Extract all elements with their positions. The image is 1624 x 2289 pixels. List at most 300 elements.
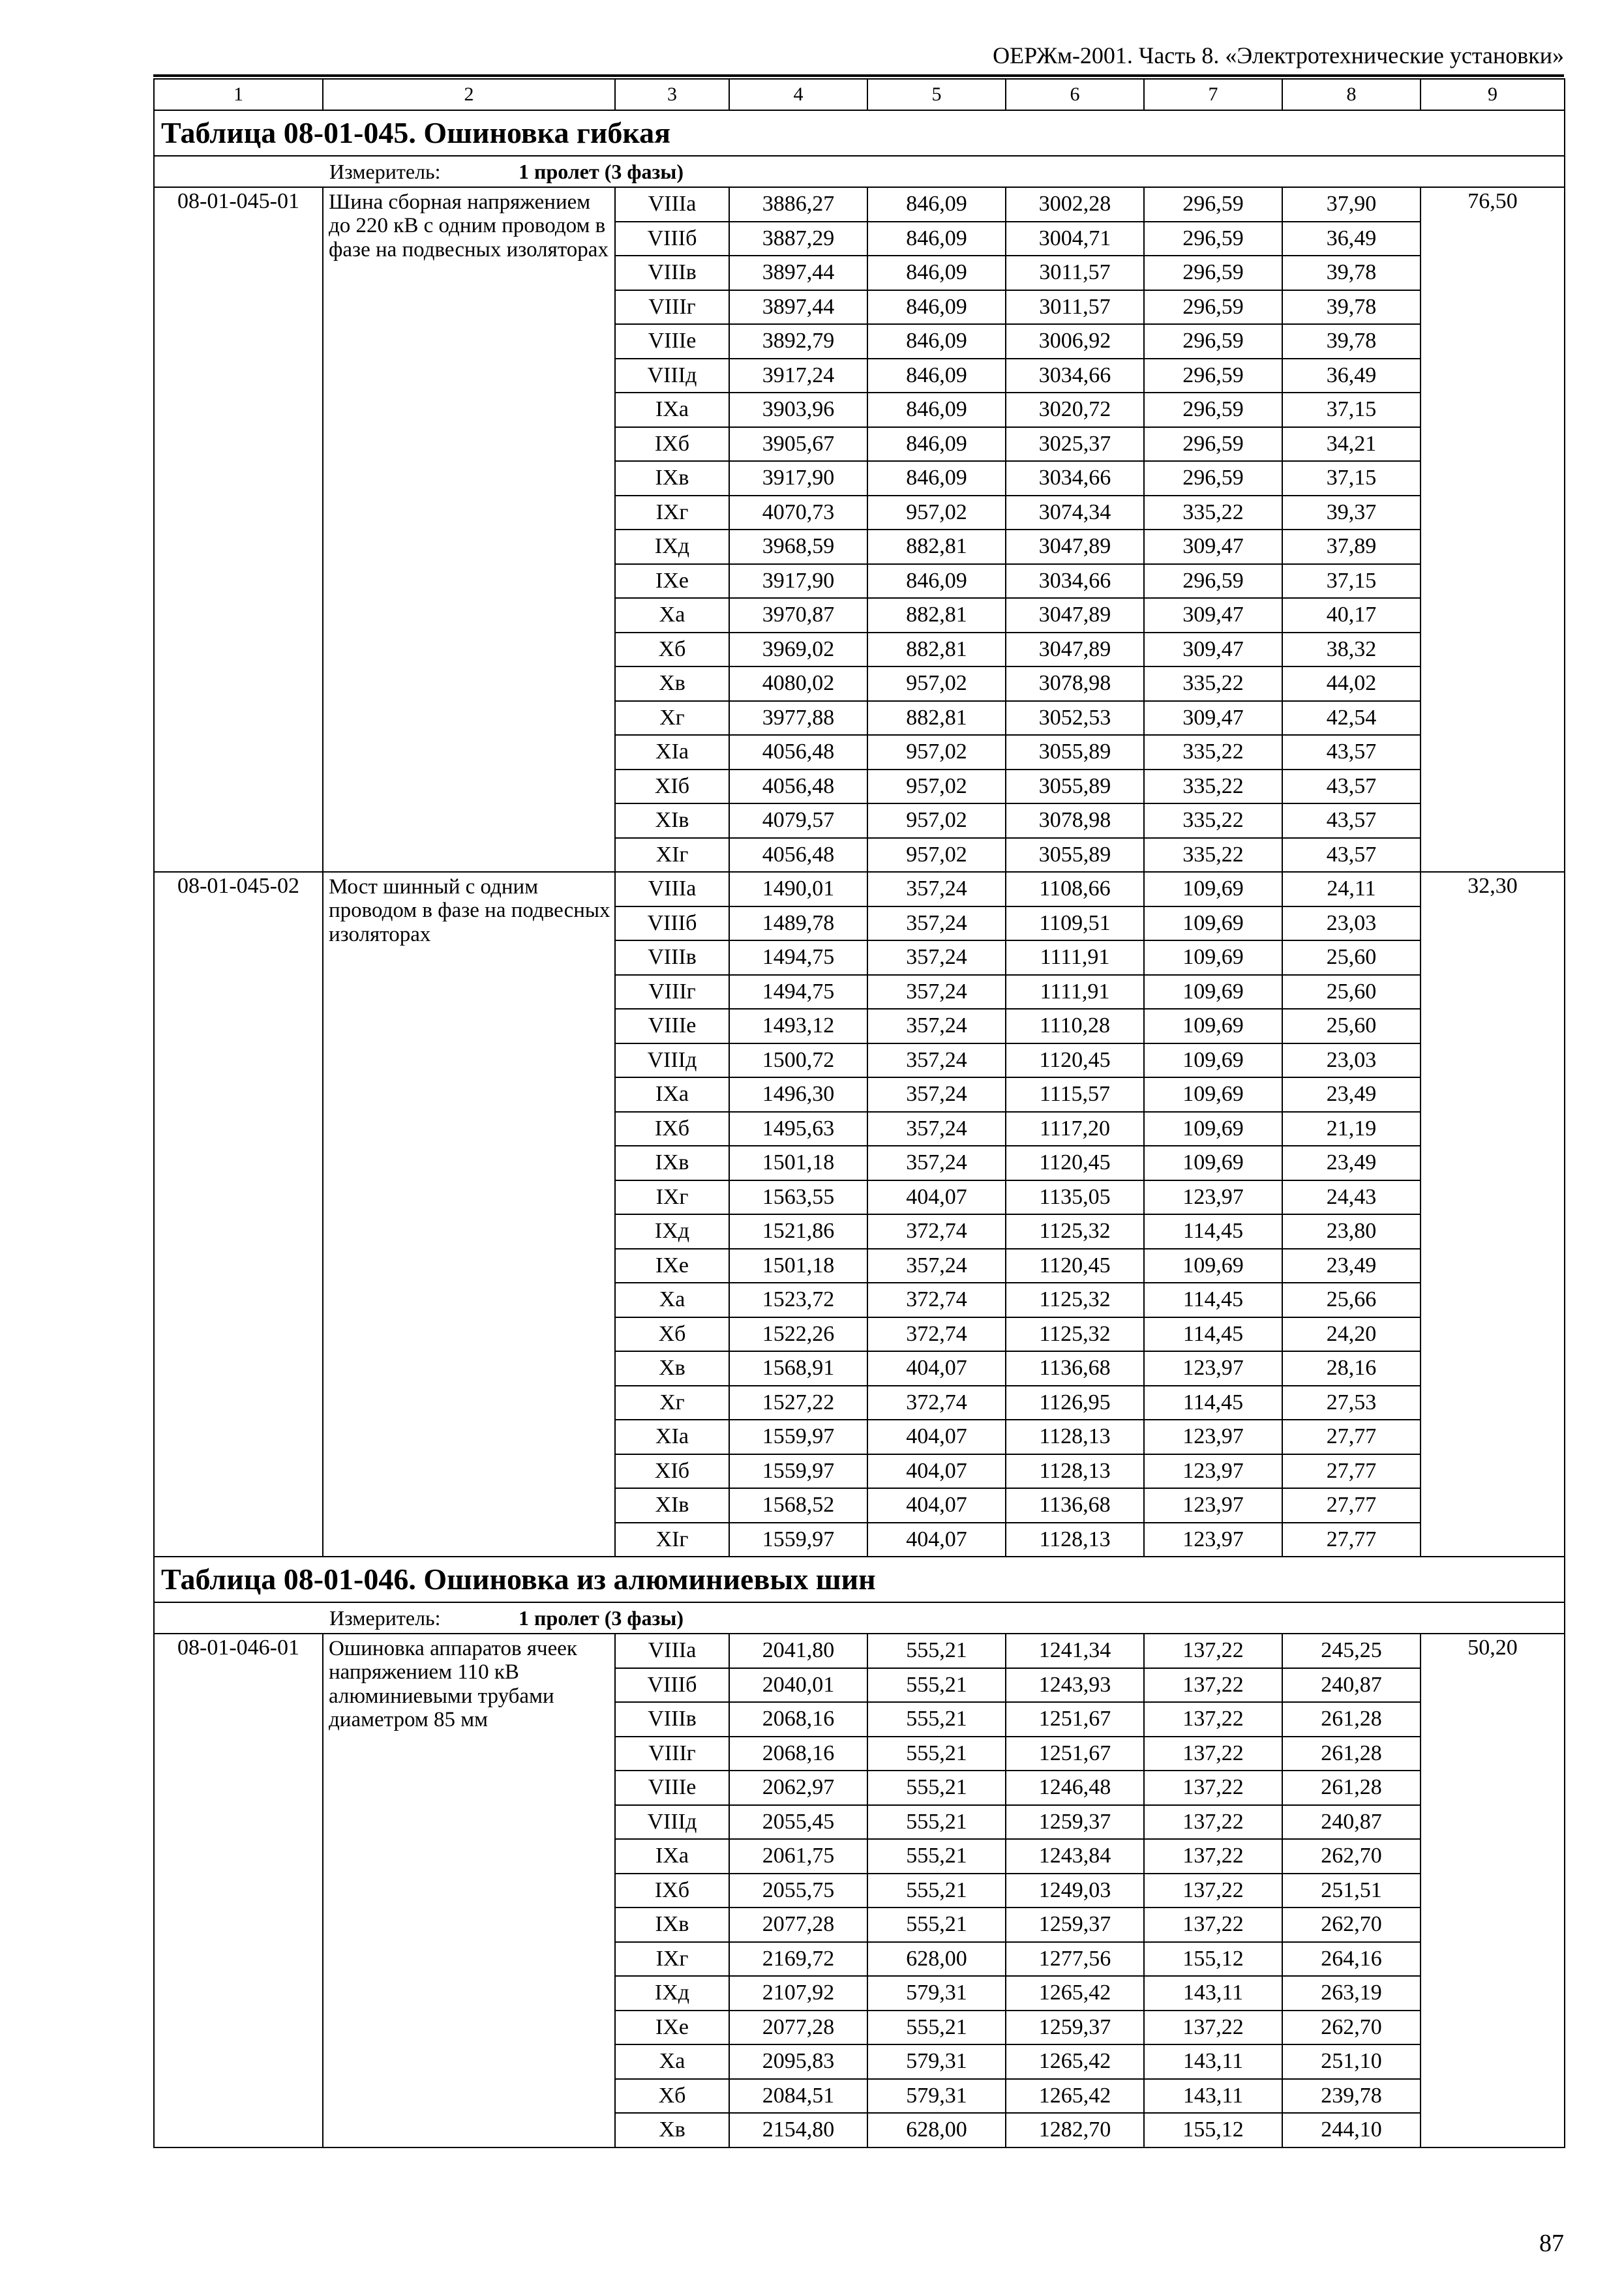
value-cell: 3034,66 (1006, 461, 1144, 496)
value-cell: 3020,72 (1006, 393, 1144, 427)
value-cell: 1490,01 (729, 872, 867, 906)
zone-cell: XIв (615, 803, 729, 838)
value-cell: 372,74 (867, 1214, 1006, 1249)
value-cell: 38,32 (1282, 633, 1421, 667)
value-cell: 357,24 (867, 1043, 1006, 1078)
zone-cell: XIб (615, 770, 729, 804)
value-cell: 296,59 (1144, 461, 1282, 496)
value-cell: 846,09 (867, 222, 1006, 256)
value-cell: 957,02 (867, 838, 1006, 873)
value-cell: 309,47 (1144, 701, 1282, 736)
zone-cell: VIIIа (615, 1634, 729, 1668)
value-cell: 372,74 (867, 1283, 1006, 1317)
value-cell: 2154,80 (729, 2113, 867, 2147)
value-cell: 404,07 (867, 1351, 1006, 1386)
zone-cell: IXа (615, 1077, 729, 1112)
value-cell: 404,07 (867, 1180, 1006, 1215)
value-cell: 357,24 (867, 1009, 1006, 1043)
value-cell: 123,97 (1144, 1420, 1282, 1454)
value-cell: 957,02 (867, 770, 1006, 804)
value-cell: 109,69 (1144, 975, 1282, 1010)
value-cell: 296,59 (1144, 290, 1282, 325)
zone-cell: VIIIд (615, 1805, 729, 1840)
zone-cell: Xа (615, 1283, 729, 1317)
value-cell: 1136,68 (1006, 1488, 1144, 1523)
value-cell: 3977,88 (729, 701, 867, 736)
value-cell: 1128,13 (1006, 1523, 1144, 1557)
zone-cell: IXг (615, 1942, 729, 1977)
value-cell: 240,87 (1282, 1805, 1421, 1840)
value-cell: 137,22 (1144, 1737, 1282, 1771)
value-cell: 2077,28 (729, 1908, 867, 1942)
value-cell: 25,60 (1282, 975, 1421, 1010)
measure-cell (154, 156, 1565, 187)
column-number: 3 (615, 79, 729, 110)
value-cell: 296,59 (1144, 324, 1282, 359)
value-cell: 555,21 (867, 1839, 1006, 1874)
value-cell: 37,15 (1282, 564, 1421, 599)
value-cell: 109,69 (1144, 1112, 1282, 1146)
value-cell: 2055,75 (729, 1874, 867, 1908)
value-cell: 23,49 (1282, 1249, 1421, 1283)
value-cell: 3011,57 (1006, 256, 1144, 290)
value-cell: 36,49 (1282, 359, 1421, 393)
value-cell: 123,97 (1144, 1180, 1282, 1215)
zone-cell: VIIIв (615, 256, 729, 290)
zone-cell: IXб (615, 1112, 729, 1146)
measure-label: Измеритель: (329, 1606, 441, 1630)
value-cell: 1496,30 (729, 1077, 867, 1112)
column-number: 5 (867, 79, 1006, 110)
zone-cell: VIIIб (615, 1668, 729, 1703)
value-cell: 2169,72 (729, 1942, 867, 1977)
value-cell: 137,22 (1144, 1634, 1282, 1668)
value-cell: 309,47 (1144, 633, 1282, 667)
zone-cell: IXб (615, 427, 729, 462)
value-cell: 1494,75 (729, 975, 867, 1010)
value-cell: 1522,26 (729, 1317, 867, 1352)
value-cell: 1559,97 (729, 1454, 867, 1489)
value-cell: 1559,97 (729, 1523, 867, 1557)
value-cell: 335,22 (1144, 803, 1282, 838)
value-cell: 1241,34 (1006, 1634, 1144, 1668)
zone-cell: VIIIв (615, 1702, 729, 1737)
table-row (154, 872, 1565, 906)
value-cell: 24,43 (1282, 1180, 1421, 1215)
value-cell: 1243,84 (1006, 1839, 1144, 1874)
value-cell: 2055,45 (729, 1805, 867, 1840)
value-cell: 1277,56 (1006, 1942, 1144, 1977)
value-cell: 239,78 (1282, 2079, 1421, 2114)
value-cell: 1500,72 (729, 1043, 867, 1078)
value-cell: 1128,13 (1006, 1454, 1144, 1489)
zone-cell: VIIIе (615, 1009, 729, 1043)
value-cell: 3905,67 (729, 427, 867, 462)
value-cell: 3886,27 (729, 187, 867, 222)
value-cell: 39,78 (1282, 256, 1421, 290)
value-cell: 262,70 (1282, 1839, 1421, 1874)
value-cell: 3047,89 (1006, 530, 1144, 564)
value-cell: 846,09 (867, 564, 1006, 599)
value-cell: 2041,80 (729, 1634, 867, 1668)
value-cell: 1125,32 (1006, 1317, 1144, 1352)
zone-cell: XIг (615, 1523, 729, 1557)
value-cell: 40,17 (1282, 598, 1421, 633)
zone-cell: VIIIд (615, 359, 729, 393)
zone-cell: Xб (615, 1317, 729, 1352)
value-cell: 296,59 (1144, 359, 1282, 393)
value-cell: 43,57 (1282, 735, 1421, 770)
item-code: 08-01-045-01 (154, 187, 323, 872)
zone-cell: VIIIа (615, 872, 729, 906)
value-cell: 43,57 (1282, 803, 1421, 838)
value-cell: 21,19 (1282, 1112, 1421, 1146)
value-cell: 3903,96 (729, 393, 867, 427)
zone-cell: Xв (615, 666, 729, 701)
value-cell: 846,09 (867, 324, 1006, 359)
value-cell: 1249,03 (1006, 1874, 1144, 1908)
item-description: Мост шинный с одним проводом в фазе на подвесных изоляторах (323, 872, 615, 1557)
value-cell: 846,09 (867, 290, 1006, 325)
zone-cell: IXг (615, 1180, 729, 1215)
zone-cell: Xв (615, 2113, 729, 2147)
value-cell: 1110,28 (1006, 1009, 1144, 1043)
value-cell: 957,02 (867, 666, 1006, 701)
value-cell: 846,09 (867, 187, 1006, 222)
value-cell: 1120,45 (1006, 1146, 1144, 1180)
value-cell: 137,22 (1144, 1874, 1282, 1908)
value-cell: 3055,89 (1006, 838, 1144, 873)
value-cell: 3047,89 (1006, 633, 1144, 667)
value-cell: 1259,37 (1006, 1805, 1144, 1840)
value-cell: 24,11 (1282, 872, 1421, 906)
column-number: 1 (154, 79, 323, 110)
value-cell: 555,21 (867, 1771, 1006, 1805)
zone-cell: IXв (615, 1146, 729, 1180)
value-cell: 4070,73 (729, 496, 867, 530)
rates-table (153, 78, 1565, 2148)
zone-cell: XIб (615, 1454, 729, 1489)
header-title: ОЕРЖм-2001. Часть 8. «Электротехнические установки» (993, 42, 1564, 68)
value-cell: 3052,53 (1006, 701, 1144, 736)
value-cell: 309,47 (1144, 598, 1282, 633)
value-cell: 143,11 (1144, 2079, 1282, 2114)
value-cell: 1125,32 (1006, 1214, 1144, 1249)
zone-cell: VIIIе (615, 324, 729, 359)
value-cell: 3074,34 (1006, 496, 1144, 530)
value-cell: 1501,18 (729, 1146, 867, 1180)
value-cell: 1115,57 (1006, 1077, 1144, 1112)
item-code: 08-01-045-02 (154, 872, 323, 1557)
value-cell: 846,09 (867, 393, 1006, 427)
value-cell: 3968,59 (729, 530, 867, 564)
value-cell: 1501,18 (729, 1249, 867, 1283)
value-cell: 1559,97 (729, 1420, 867, 1454)
zone-cell: IXа (615, 1839, 729, 1874)
measure-row (154, 156, 1565, 187)
value-cell: 555,21 (867, 1805, 1006, 1840)
value-cell: 3055,89 (1006, 735, 1144, 770)
value-cell: 1521,86 (729, 1214, 867, 1249)
value-cell: 3047,89 (1006, 598, 1144, 633)
value-cell: 123,97 (1144, 1351, 1282, 1386)
value-cell: 143,11 (1144, 1976, 1282, 2011)
value-cell: 555,21 (867, 1908, 1006, 1942)
value-cell: 109,69 (1144, 906, 1282, 941)
value-cell: 109,69 (1144, 1077, 1282, 1112)
value-cell: 3917,90 (729, 564, 867, 599)
value-cell: 1111,91 (1006, 975, 1144, 1010)
value-cell: 296,59 (1144, 427, 1282, 462)
value-cell: 137,22 (1144, 1839, 1282, 1874)
zone-cell: Xг (615, 701, 729, 736)
value-cell: 1126,95 (1006, 1386, 1144, 1420)
value-cell: 335,22 (1144, 666, 1282, 701)
value-cell: 155,12 (1144, 1942, 1282, 1977)
value-cell: 34,21 (1282, 427, 1421, 462)
value-cell: 404,07 (867, 1488, 1006, 1523)
zone-cell: Xа (615, 598, 729, 633)
zone-cell: VIIIа (615, 187, 729, 222)
value-cell: 357,24 (867, 906, 1006, 941)
value-cell: 4056,48 (729, 735, 867, 770)
value-cell: 2068,16 (729, 1702, 867, 1737)
column-number: 9 (1421, 79, 1565, 110)
value-cell: 23,80 (1282, 1214, 1421, 1249)
value-cell: 262,70 (1282, 1908, 1421, 1942)
value-cell: 1109,51 (1006, 906, 1144, 941)
value-cell: 3887,29 (729, 222, 867, 256)
value-cell: 2068,16 (729, 1737, 867, 1771)
value-cell: 109,69 (1144, 872, 1282, 906)
value-cell: 37,89 (1282, 530, 1421, 564)
value-cell: 3034,66 (1006, 359, 1144, 393)
value-cell: 882,81 (867, 530, 1006, 564)
value-cell: 3078,98 (1006, 803, 1144, 838)
value-cell: 372,74 (867, 1386, 1006, 1420)
value-cell: 1489,78 (729, 906, 867, 941)
measure-label: Измеритель: (329, 160, 441, 183)
table-row (154, 187, 1565, 222)
zone-cell: VIIIг (615, 975, 729, 1010)
measure-cell (154, 1602, 1565, 1634)
value-cell: 957,02 (867, 496, 1006, 530)
value-cell: 2084,51 (729, 2079, 867, 2114)
value-cell: 846,09 (867, 359, 1006, 393)
zone-cell: IXг (615, 496, 729, 530)
value-cell: 846,09 (867, 427, 1006, 462)
value-cell: 1527,22 (729, 1386, 867, 1420)
value-cell: 1568,91 (729, 1351, 867, 1386)
value-cell: 357,24 (867, 940, 1006, 975)
zone-cell: IXв (615, 461, 729, 496)
value-cell: 3897,44 (729, 290, 867, 325)
value-cell: 1495,63 (729, 1112, 867, 1146)
value-cell: 36,49 (1282, 222, 1421, 256)
value-cell: 37,15 (1282, 393, 1421, 427)
value-cell: 137,22 (1144, 1805, 1282, 1840)
value-cell: 1259,37 (1006, 1908, 1144, 1942)
column-number: 7 (1144, 79, 1282, 110)
value-cell: 846,09 (867, 461, 1006, 496)
value-cell: 2040,01 (729, 1668, 867, 1703)
value-cell: 3034,66 (1006, 564, 1144, 599)
zone-cell: Xв (615, 1351, 729, 1386)
value-cell: 263,19 (1282, 1976, 1421, 2011)
value-cell: 404,07 (867, 1420, 1006, 1454)
value-cell: 1265,42 (1006, 1976, 1144, 2011)
value-cell: 1265,42 (1006, 2079, 1144, 2114)
value-cell: 357,24 (867, 1112, 1006, 1146)
table-title: Таблица 08-01-045. Ошиновка гибкая (154, 110, 1565, 156)
value-cell: 39,78 (1282, 290, 1421, 325)
value-cell: 39,78 (1282, 324, 1421, 359)
value-cell: 882,81 (867, 701, 1006, 736)
value-cell: 109,69 (1144, 1146, 1282, 1180)
value-cell: 296,59 (1144, 222, 1282, 256)
zone-cell: VIIIг (615, 290, 729, 325)
zone-cell: IXд (615, 1976, 729, 2011)
value-cell: 42,54 (1282, 701, 1421, 736)
value-cell: 44,02 (1282, 666, 1421, 701)
item-col9: 32,30 (1421, 872, 1565, 1557)
column-number: 4 (729, 79, 867, 110)
zone-cell: XIг (615, 838, 729, 873)
zone-cell: IXд (615, 530, 729, 564)
value-cell: 579,31 (867, 2044, 1006, 2079)
value-cell: 882,81 (867, 633, 1006, 667)
page-number: 87 (1539, 2230, 1564, 2257)
zone-cell: XIа (615, 1420, 729, 1454)
value-cell: 109,69 (1144, 1249, 1282, 1283)
value-cell: 3006,92 (1006, 324, 1144, 359)
value-cell: 2107,92 (729, 1976, 867, 2011)
value-cell: 555,21 (867, 2011, 1006, 2045)
page-header (153, 38, 1564, 77)
zone-cell: Xа (615, 2044, 729, 2079)
value-cell: 43,57 (1282, 770, 1421, 804)
value-cell: 1246,48 (1006, 1771, 1144, 1805)
value-cell: 309,47 (1144, 530, 1282, 564)
value-cell: 251,51 (1282, 1874, 1421, 1908)
value-cell: 114,45 (1144, 1317, 1282, 1352)
value-cell: 296,59 (1144, 393, 1282, 427)
value-cell: 3917,24 (729, 359, 867, 393)
value-cell: 335,22 (1144, 496, 1282, 530)
measure-row (154, 1602, 1565, 1634)
value-cell: 404,07 (867, 1523, 1006, 1557)
zone-cell: Xг (615, 1386, 729, 1420)
value-cell: 240,87 (1282, 1668, 1421, 1703)
value-cell: 1493,12 (729, 1009, 867, 1043)
value-cell: 25,60 (1282, 940, 1421, 975)
zone-cell: XIа (615, 735, 729, 770)
value-cell: 579,31 (867, 2079, 1006, 2114)
table-title-row (154, 110, 1565, 156)
column-number: 8 (1282, 79, 1421, 110)
value-cell: 4056,48 (729, 770, 867, 804)
value-cell: 123,97 (1144, 1488, 1282, 1523)
zone-cell: VIIIе (615, 1771, 729, 1805)
value-cell: 262,70 (1282, 2011, 1421, 2045)
value-cell: 957,02 (867, 735, 1006, 770)
value-cell: 155,12 (1144, 2113, 1282, 2147)
column-number: 6 (1006, 79, 1144, 110)
value-cell: 3970,87 (729, 598, 867, 633)
value-cell: 3897,44 (729, 256, 867, 290)
table-title-row (154, 1557, 1565, 1602)
value-cell: 2061,75 (729, 1839, 867, 1874)
value-cell: 4079,57 (729, 803, 867, 838)
value-cell: 4080,02 (729, 666, 867, 701)
table-body (154, 79, 1565, 2147)
value-cell: 23,03 (1282, 906, 1421, 941)
zone-cell: IXб (615, 1874, 729, 1908)
value-cell: 628,00 (867, 2113, 1006, 2147)
value-cell: 335,22 (1144, 838, 1282, 873)
zone-cell: XIв (615, 1488, 729, 1523)
table-row (154, 1634, 1565, 1668)
value-cell: 27,77 (1282, 1420, 1421, 1454)
value-cell: 37,15 (1282, 461, 1421, 496)
value-cell: 2077,28 (729, 2011, 867, 2045)
value-cell: 296,59 (1144, 256, 1282, 290)
value-cell: 1251,67 (1006, 1737, 1144, 1771)
value-cell: 1243,93 (1006, 1668, 1144, 1703)
value-cell: 1282,70 (1006, 2113, 1144, 2147)
value-cell: 1111,91 (1006, 940, 1144, 975)
value-cell: 137,22 (1144, 1771, 1282, 1805)
value-cell: 555,21 (867, 1874, 1006, 1908)
value-cell: 27,77 (1282, 1454, 1421, 1489)
item-description: Шина сборная напряжением до 220 кВ с одним проводом в фазе на подвесных изоляторах (323, 187, 615, 872)
value-cell: 114,45 (1144, 1386, 1282, 1420)
value-cell: 24,20 (1282, 1317, 1421, 1352)
value-cell: 882,81 (867, 598, 1006, 633)
value-cell: 3055,89 (1006, 770, 1144, 804)
value-cell: 4056,48 (729, 838, 867, 873)
value-cell: 372,74 (867, 1317, 1006, 1352)
value-cell: 3025,37 (1006, 427, 1144, 462)
measure-value: 1 пролет (3 фазы) (519, 1606, 684, 1630)
value-cell: 1568,52 (729, 1488, 867, 1523)
item-col9: 76,50 (1421, 187, 1565, 872)
value-cell: 555,21 (867, 1668, 1006, 1703)
value-cell: 555,21 (867, 1634, 1006, 1668)
value-cell: 137,22 (1144, 1702, 1282, 1737)
value-cell: 404,07 (867, 1454, 1006, 1489)
value-cell: 43,57 (1282, 838, 1421, 873)
value-cell: 3892,79 (729, 324, 867, 359)
value-cell: 123,97 (1144, 1454, 1282, 1489)
value-cell: 23,49 (1282, 1077, 1421, 1112)
value-cell: 1135,05 (1006, 1180, 1144, 1215)
value-cell: 1251,67 (1006, 1702, 1144, 1737)
zone-cell: IXе (615, 2011, 729, 2045)
zone-cell: IXе (615, 1249, 729, 1283)
value-cell: 957,02 (867, 803, 1006, 838)
value-cell: 628,00 (867, 1942, 1006, 1977)
value-cell: 1136,68 (1006, 1351, 1144, 1386)
value-cell: 27,53 (1282, 1386, 1421, 1420)
value-cell: 1128,13 (1006, 1420, 1144, 1454)
zone-cell: Xб (615, 633, 729, 667)
value-cell: 25,66 (1282, 1283, 1421, 1317)
value-cell: 1259,37 (1006, 2011, 1144, 2045)
value-cell: 357,24 (867, 872, 1006, 906)
zone-cell: Xб (615, 2079, 729, 2114)
value-cell: 1265,42 (1006, 2044, 1144, 2079)
